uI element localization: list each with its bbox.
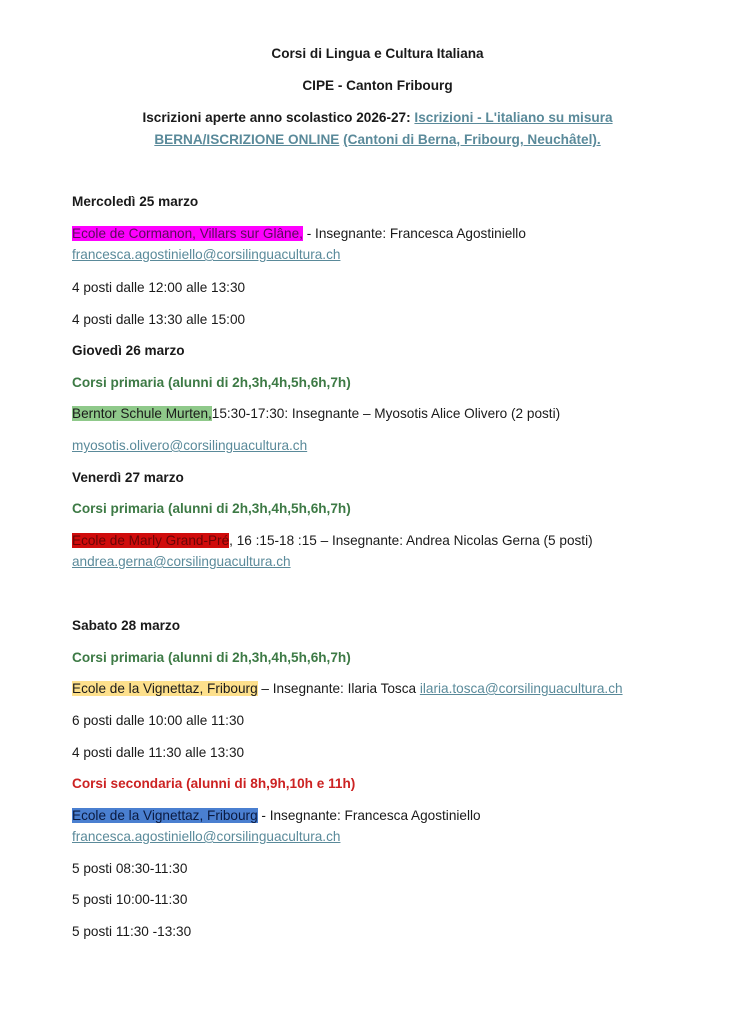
school-name: Ecole de Marly Grand-Pré	[72, 533, 230, 548]
document-title: Corsi di Lingua e Cultura Italiana	[271, 46, 484, 61]
course-category: Corsi primaria (alunni di 2h,3h,4h,5h,6h,7h)	[72, 375, 351, 390]
school-line	[72, 807, 481, 825]
email-line	[72, 437, 307, 455]
enrollment-line	[0, 109, 755, 127]
teacher-info: – Insegnante: Ilaria Tosca	[257, 681, 420, 696]
day-heading: Giovedì 26 marzo	[72, 343, 185, 358]
slot-text: 4 posti dalle 13:30 alle 15:00	[72, 312, 246, 327]
course-category: Corsi primaria (alunni di 2h,3h,4h,5h,6h,7h)	[72, 501, 351, 516]
slot-text: 4 posti dalle 12:00 alle 13:30	[72, 280, 246, 295]
course-category-secondary: Corsi secondaria (alunni di 8h,9h,10h e 11h)	[72, 776, 356, 791]
school-line	[72, 532, 593, 550]
email-line	[72, 553, 291, 571]
school-line	[72, 405, 560, 423]
school-name: Ecole de Cormanon, Villars sur Glâne,	[72, 226, 303, 241]
teacher-info: , 16 :15-18 :15 – Insegnante: Andrea Nicolas Gerna (5 posti)	[229, 533, 593, 548]
enrollment-online-link[interactable]: BERNA/ISCRIZIONE ONLINE	[154, 132, 340, 147]
teacher-info: 15:30-17:30: Insegnante – Myosotis Alice Olivero (2 posti)	[211, 406, 561, 421]
teacher-email-link[interactable]: myosotis.olivero@corsilinguacultura.ch	[72, 438, 308, 453]
enrollment-cantons-link[interactable]: (Cantoni di Berna, Fribourg, Neuchâtel).	[343, 132, 601, 147]
school-name: Ecole de la Vignettaz, Fribourg	[72, 681, 258, 696]
teacher-email-link[interactable]: ilaria.tosca@corsilinguacultura.ch	[419, 681, 623, 696]
slot-text: 4 posti dalle 11:30 alle 13:30	[72, 745, 245, 760]
document-subtitle: CIPE - Canton Fribourg	[302, 78, 453, 93]
enrollment-link[interactable]: Iscrizioni - L'italiano su misura	[414, 110, 613, 125]
course-category: Corsi primaria (alunni di 2h,3h,4h,5h,6h,7h)	[72, 650, 351, 665]
teacher-info: - Insegnante: Francesca Agostiniello	[302, 226, 526, 241]
enrollment-prefix: Iscrizioni aperte anno scolastico 2026-27:	[142, 110, 415, 125]
slot-text: 6 posti dalle 10:00 alle 11:30	[72, 713, 245, 728]
enrollment-line-2	[0, 131, 755, 149]
slot-text: 5 posti 08:30-11:30	[72, 861, 188, 876]
teacher-info: - Insegnante: Francesca Agostiniello	[257, 808, 481, 823]
school-line	[72, 680, 623, 698]
slot-text: 5 posti 10:00-11:30	[72, 892, 188, 907]
school-line	[72, 225, 526, 243]
day-heading: Venerdì 27 marzo	[72, 470, 184, 485]
slot-text: 5 posti 11:30 -13:30	[72, 924, 192, 939]
email-line	[72, 246, 340, 264]
teacher-email-link[interactable]: andrea.gerna@corsilinguacultura.ch	[72, 554, 291, 569]
school-name: Ecole de la Vignettaz, Fribourg	[72, 808, 258, 823]
email-line	[72, 828, 340, 846]
teacher-email-link[interactable]: francesca.agostiniello@corsilinguacultura.ch	[72, 829, 341, 844]
teacher-email-link[interactable]: francesca.agostiniello@corsilinguacultura.ch	[72, 247, 341, 262]
day-heading: Sabato 28 marzo	[72, 618, 181, 633]
day-heading: Mercoledì 25 marzo	[72, 194, 199, 209]
school-name: Berntor Schule Murten,	[72, 406, 212, 421]
